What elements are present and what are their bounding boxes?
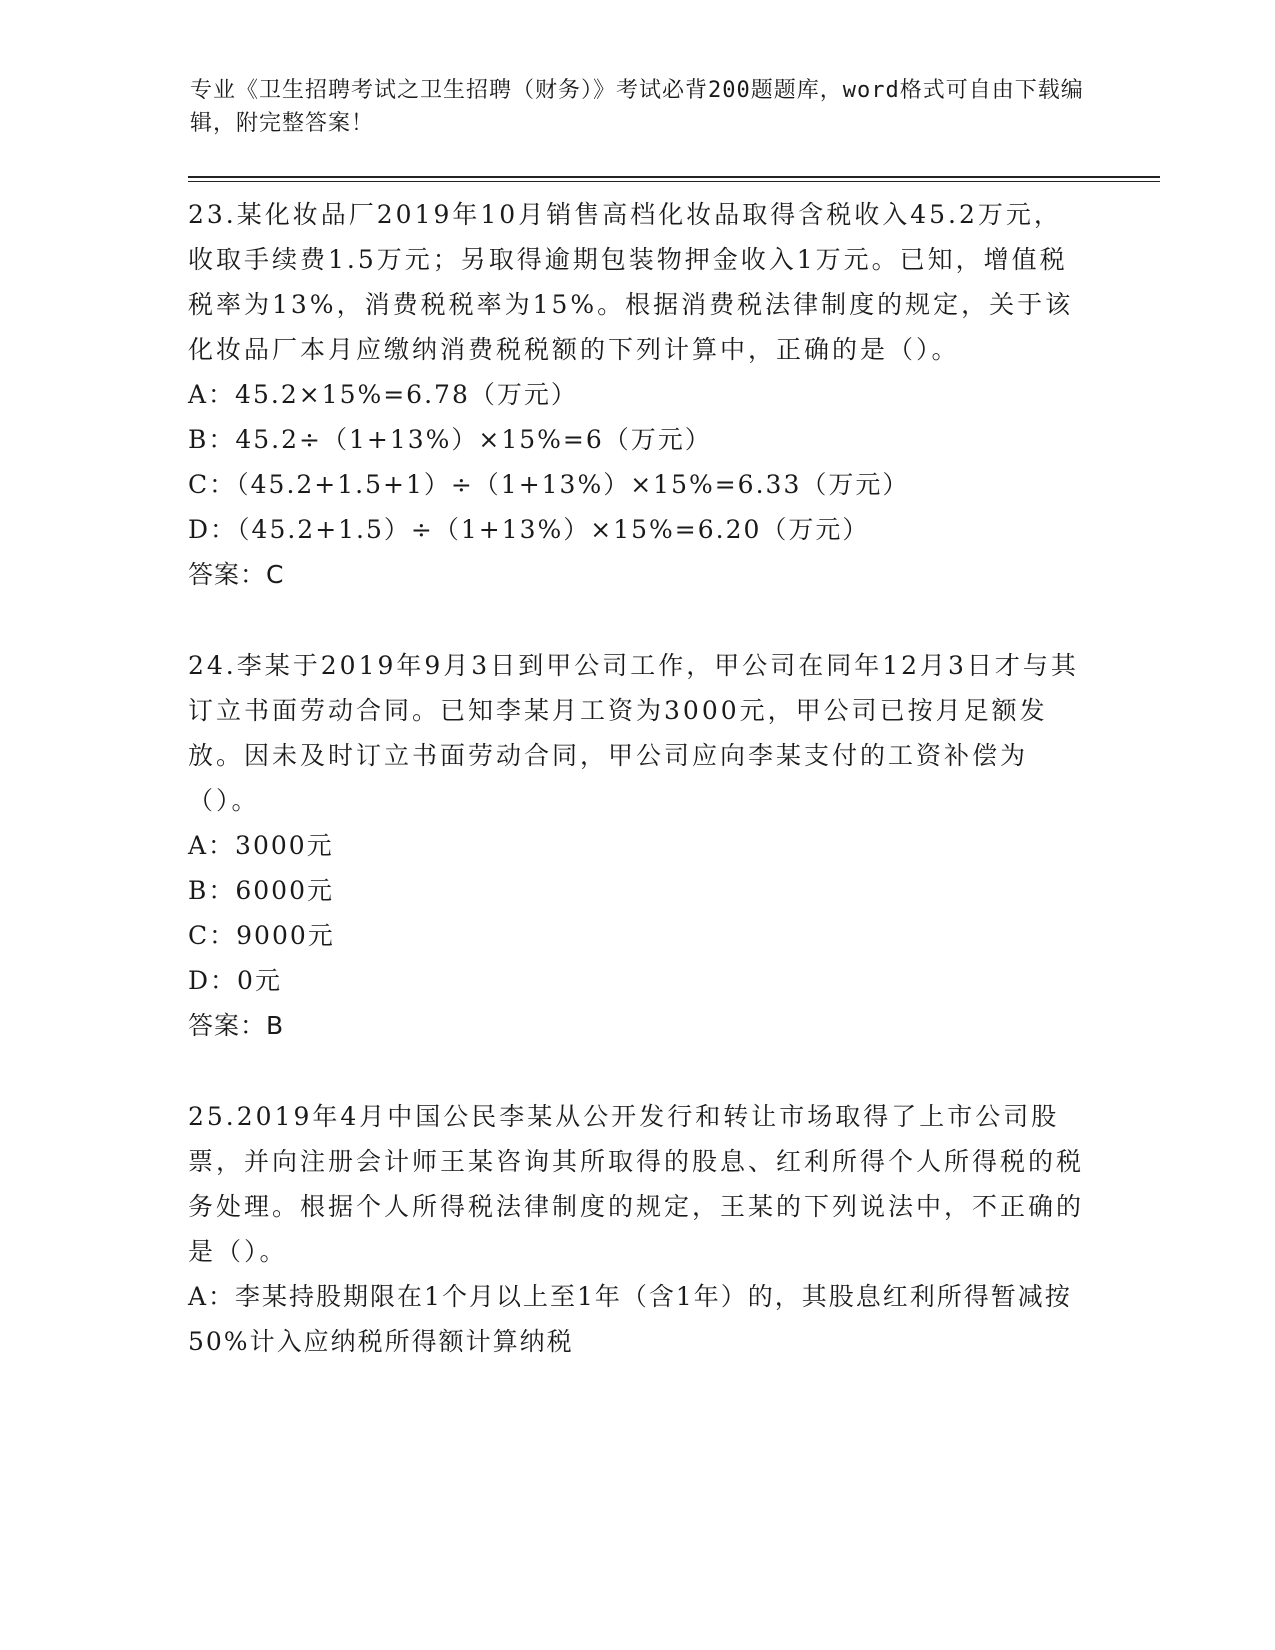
option-a: A：45.2×15%=6.78（万元） (188, 380, 578, 409)
question-gap (188, 597, 1088, 643)
option-c: C：（45.2+1.5+1）÷（1+13%）×15%=6.33（万元） (188, 470, 910, 499)
option-b: B：6000元 (188, 876, 334, 905)
question-24 (188, 643, 1088, 1048)
answer-line: 答案：C (188, 560, 285, 589)
question-list (188, 192, 1088, 1364)
question-gap (188, 1048, 1088, 1094)
option-a: A：李某持股期限在1个月以上至1年（含1年）的，其股息红利所得暂减按50%计入应纳税所得额计算纳税 (188, 1282, 1072, 1356)
option-b: B：45.2÷（1+13%）×15%=6（万元） (188, 425, 712, 454)
question-23 (188, 192, 1088, 597)
question-text: 24.李某于2019年9月3日到甲公司工作，甲公司在同年12月3日才与其订立书面劳动合同。已知李某月工资为3000元，甲公司已按月足额发放。因未及时订立书面劳动合同，甲公司应向李某支付的工资补偿为（）。 (188, 651, 1079, 815)
question-25 (188, 1094, 1088, 1364)
header-divider-thick (188, 176, 1160, 178)
question-text: 25.2019年4月中国公民李某从公开发行和转让市场取得了上市公司股票，并向注册会计师王某咨询其所取得的股息、红利所得个人所得税的税务处理。根据个人所得税法律制度的规定，王某的下列说法中，不正确的是（）。 (188, 1102, 1085, 1266)
option-d: D：0元 (188, 966, 282, 995)
option-a: A：3000元 (188, 831, 334, 860)
answer-line: 答案：B (188, 1011, 285, 1040)
question-text: 23.某化妆品厂2019年10月销售高档化妆品取得含税收入45.2万元，收取手续费1.5万元；另取得逾期包装物押金收入1万元。已知，增值税税率为13%，消费税税率为15%。根据消费税法律制度的规定，关于该化妆品厂本月应缴纳消费税税额的下列计算中，正确的是（）。 (188, 200, 1074, 364)
page-header: 专业《卫生招聘考试之卫生招聘（财务）》考试必背200题题库，word格式可自由下载编辑，附完整答案！ (190, 78, 1084, 136)
option-c: C：9000元 (188, 921, 335, 950)
header-divider-thin (188, 181, 1160, 182)
option-d: D：（45.2+1.5）÷（1+13%）×15%=6.20（万元） (188, 515, 870, 544)
